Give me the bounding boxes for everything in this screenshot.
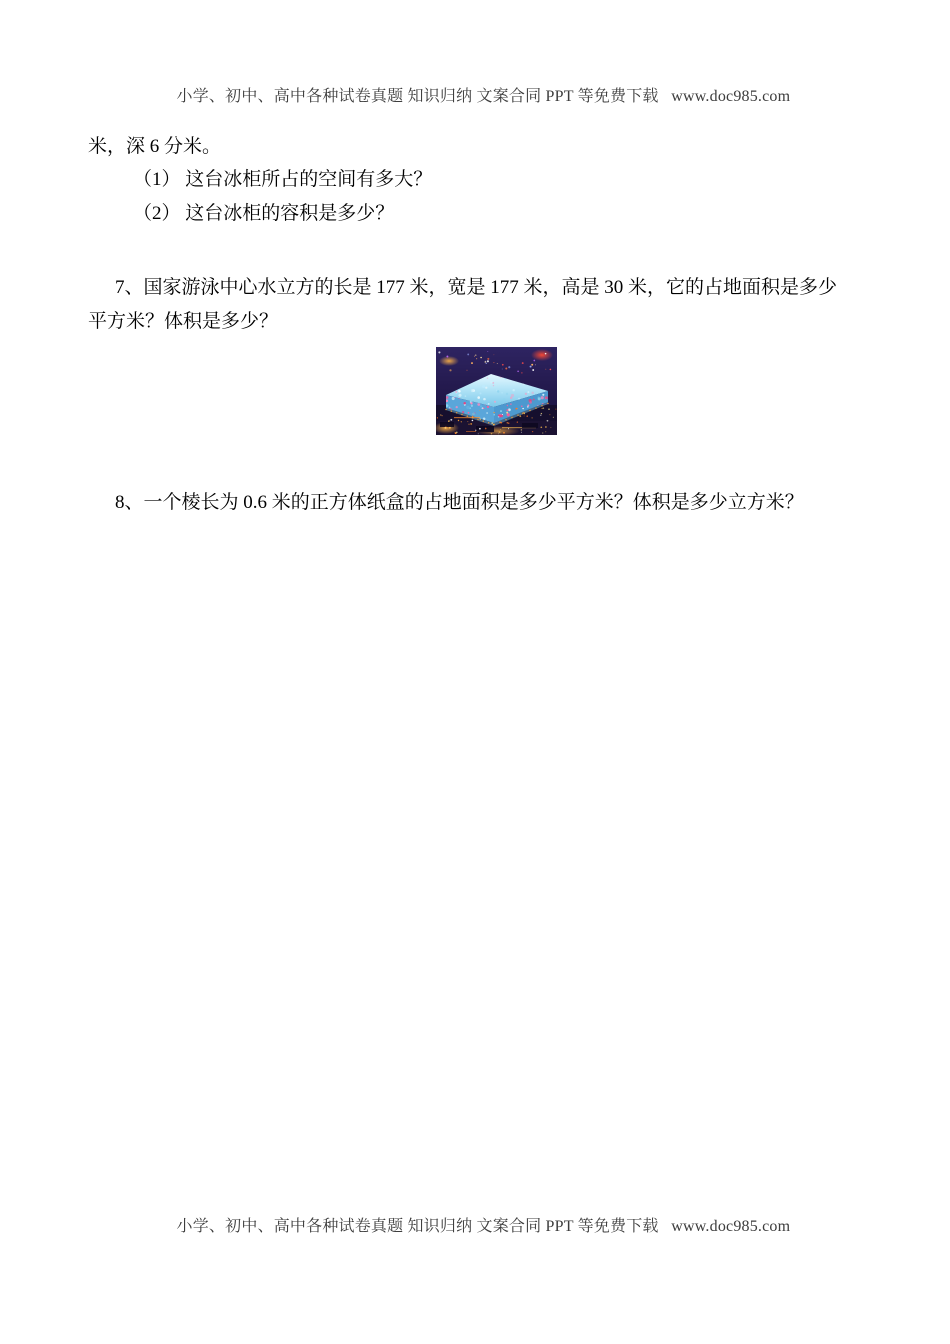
question8-line: 8、一个棱长为 0.6 米的正方体纸盒的占地面积是多少平方米？体积是多少立方米？ <box>115 492 804 513</box>
question6-sub-question-1: （1） 这台冰柜所占的空间有多大？ <box>133 169 433 190</box>
page-header <box>0 64 950 130</box>
page-footer <box>0 1194 950 1260</box>
water-cube-illustration <box>436 347 557 435</box>
question7-line1: 7、国家游泳中心水立方的长是 177 米，宽是 177 米，高是 30 米，它的占地面积是多少 <box>115 277 838 298</box>
footer-text: 小学、初中、高中各种试卷真题 知识归纳 文案合同 PPT 等免费下载 www.doc985.com <box>176 1218 791 1235</box>
question6-continuation-line: 米，深 6 分米。 <box>88 136 222 157</box>
question7-line2: 平方米？体积是多少？ <box>88 311 279 332</box>
header-text: 小学、初中、高中各种试卷真题 知识归纳 文案合同 PPT 等免费下载 www.doc985.com <box>176 88 791 105</box>
question6-sub-question-2: （2） 这台冰柜的容积是多少？ <box>133 203 395 224</box>
water-cube-photo <box>436 347 557 435</box>
